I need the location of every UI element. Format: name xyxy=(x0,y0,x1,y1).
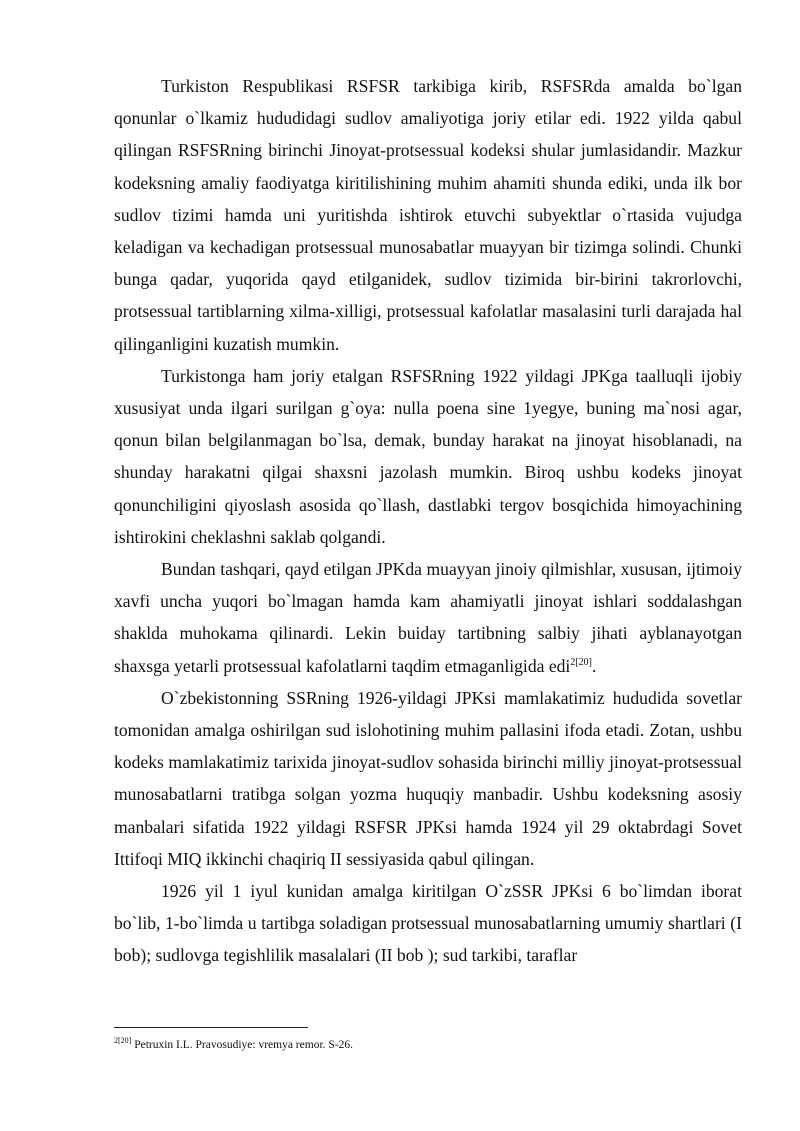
paragraph-1: Turkiston Respublikasi RSFSR tarkibiga kirib, RSFSRda amalda bo`lgan qonunlar o`lkamiz hududidagi sudlov amaliyotiga joriy etilar edi. 1922 yilda qabul qilingan RSFSRning birinchi Jinoyat-protsessual kodeksi shular jumlasidandir. Mazkur kodeksning amaliy faodiyatga kiritilishining muhim ahamiti shunda ediki, unda ilk bor sudlov tizimi hamda uni yuritishda ishtirok etuvchi subyektlar o`rtasida vujudga keladigan va kechadigan protsessual munosabatlar muayyan bir tizimga solindi. Chunki bunga qadar, yuqorida qayd etilganidek, sudlov tizimida bir-birini takrorlovchi, protsessual tartiblarning xilma-xilligi, protsessual kafolatlar masalasini turli darajada hal qilinganligini kuzatish mumkin. xyxy=(114,76,742,354)
footnote-marker: 2[20] xyxy=(114,1036,132,1046)
footnote xyxy=(114,1037,742,1053)
paragraph-3-period: . xyxy=(592,655,597,676)
footnote-reference[interactable]: 2[20] xyxy=(570,656,592,668)
paragraph-3-text: Bundan tashqari, qayd etilgan JPKda muayyan jinoiy qilmishlar, xususan, ijtimoiy xavfi uncha yuqori bo`lmagan hamda kam ahamiyatli jinoyat ishlari soddalashgan shaklda muhokama qilinardi. Lekin buiday tartibning salbiy jihati ayblanayotgan shaxsga yetarli protsessual kafolatlarni taqdim etmaganligida edi xyxy=(114,559,742,676)
footnote-separator xyxy=(114,1027,308,1028)
paragraph-5: 1926 yil 1 iyul kunidan amalga kiritilgan O`zSSR JPKsi 6 bo`limdan iborat bo`lib, 1-bo`limda u tartibga soladigan protsessual munosabatlarning umumiy shartlari (I bob); sudlovga tegishlilik masalalari (II bob ); sud tarkibi, taraflar xyxy=(114,881,742,966)
footnote-text: Petruxin I.L. Pravosudiye: vremya remor. S-26. xyxy=(131,1039,353,1051)
body-text xyxy=(114,70,742,972)
paragraph-2: Turkistonga ham joriy etalgan RSFSRning 1922 yildagi JPKga taalluqli ijobiy xususiyat unda ilgari surilgan g`oya: nulla poena sine 1yegye, buning ma`nosi agar, qonun bilan belgilanmagan bo`lsa, demak, bunday harakat na jinoyat hisoblanadi, na shunday harakatni qilgai shaxsni jazolash mumkin. Biroq ushbu kodeks jinoyat qonunchiligini qiyoslash asosida qo`llash, dastlabki tergov bosqichida himoyachining ishtirokini cheklashni saklab qolgandi. xyxy=(114,365,742,547)
paragraph-3 xyxy=(114,553,742,682)
paragraph-4: O`zbekistonning SSRning 1926-yildagi JPKsi mamlakatimiz hududida sovetlar tomonidan amalga oshirilgan sud islohotining muhim pallasini ifoda etadi. Zotan, ushbu kodeks mamlakatimiz tarixida jinoyat-sudlov sohasida birinchi milliy jinoyat-protsessual munosabatlarni tratibga solgan yozma huquqiy manbadir. Ushbu kodeksning asosiy manbalari sifatida 1922 yildagi RSFSR JPKsi hamda 1924 yil 29 oktabrdagi Sovet Ittifoqi MIQ ikkinchi chaqiriq II sessiyasida qabul qilingan. xyxy=(114,687,742,869)
